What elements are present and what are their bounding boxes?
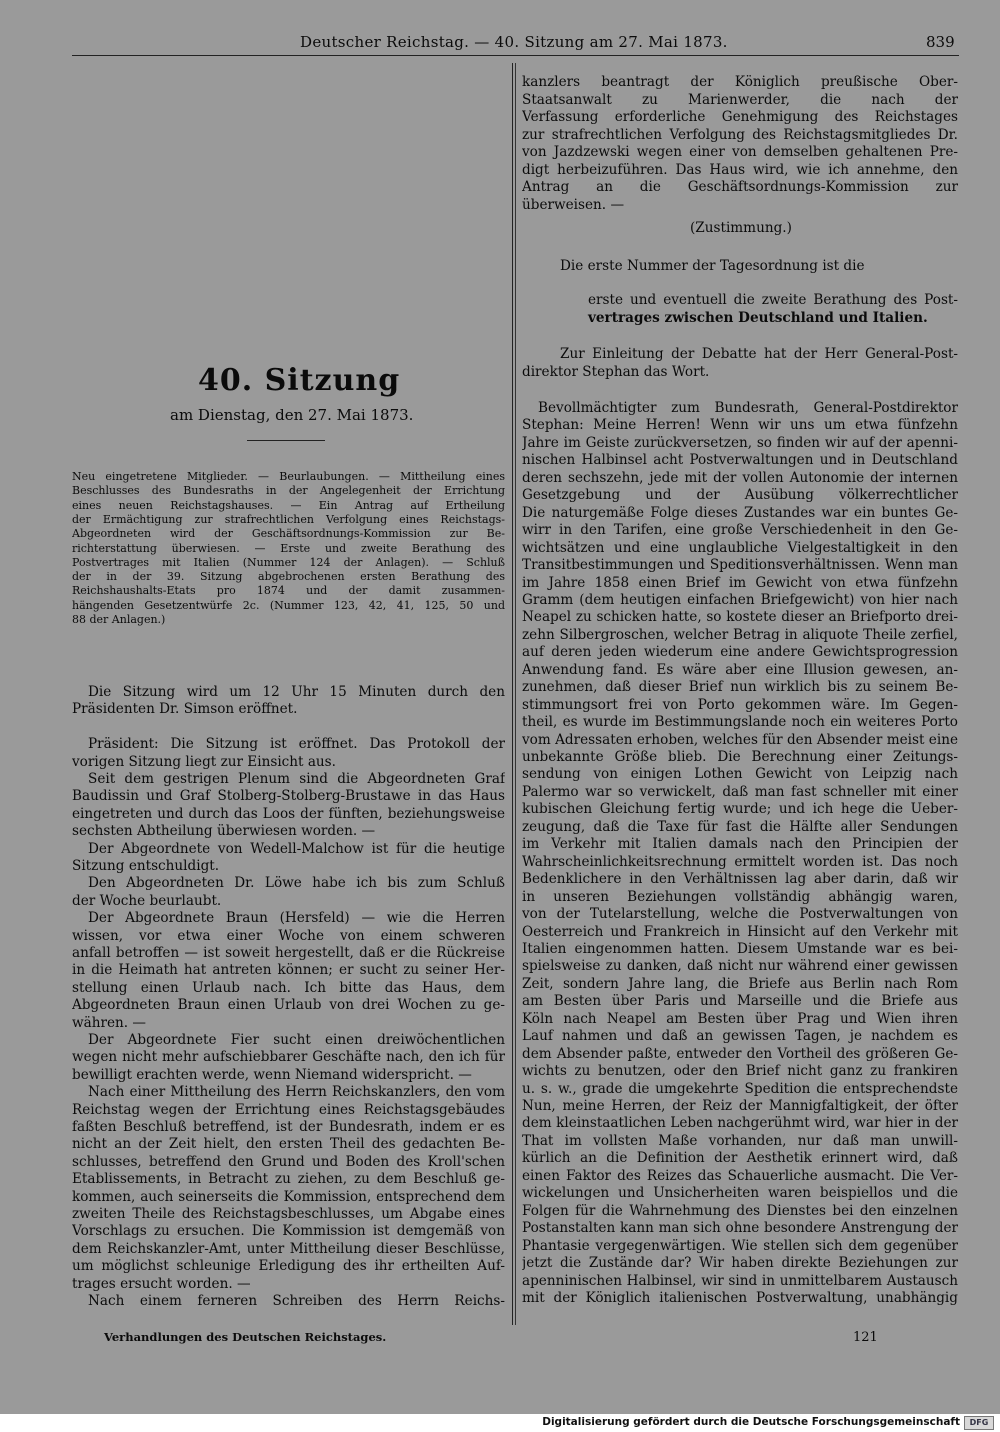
body-line: wissen, vor etwa einer Woche von einem schweren [72, 927, 505, 944]
speech-line: von der Tutelarstellung, welche die Postverwaltungen von [522, 906, 958, 923]
speech-line: Stephan: Meine Herren! Wenn wir uns um etwa fünfzehn [522, 417, 958, 434]
right-top-line: Antrag an die Geschäftsordnungs-Kommission zur [522, 179, 958, 195]
speech-line: Zeit, sondern Jahre lang, die Briefe aus Berlin nach Rom [522, 975, 958, 992]
speech-line: theil, es wurde im Bestimmungslande noch ein weiteres Porto [522, 714, 958, 731]
session-date: am Dienstag, den 27. Mai 1873. [170, 406, 414, 424]
approval-note: (Zustimmung.) [690, 220, 792, 236]
running-header: Deutscher Reichstag. — 40. Sitzung am 27. Mai 1873. [300, 33, 728, 51]
body-line: anfall betroffen — ist soweit hergestellt, daß er die Rückreise [72, 945, 505, 961]
summary-line: Postvertrages mit Italien (Nummer 124 der Anlagen). — Schluß [72, 555, 505, 569]
body-line: Präsident: Die Sitzung ist eröffnet. Das Protokoll der [88, 736, 505, 753]
intro-line: direktor Stephan das Wort. [522, 363, 710, 380]
speech-line: im Jahre 1858 einen Brief im Gewicht von etwa fünfzehn [522, 574, 958, 591]
body-line: währen. — [72, 1014, 147, 1031]
speech-line: wickelungen und Unsicherheiten waren beispiellos und die [522, 1185, 958, 1202]
body-line: Sitzung entschuldigt. [72, 858, 220, 874]
summary-line: hängenden Gesetzentwürfe 2c. (Nummer 123, 42, 41, 125, 50 und [72, 598, 505, 612]
body-line: Seit dem gestrigen Plenum sind die Abgeordneten Graf [88, 771, 505, 787]
dfg-credit: Digitalisierung gefördert durch die Deutsche Forschungsgemeinschaft [542, 1416, 960, 1428]
body-line: Der Abgeordnete von Wedell-Malchow ist für die heutige [88, 840, 505, 857]
speech-line: kubischen Gleichung fertig wurde; und ich hege die Ueber- [522, 801, 958, 818]
summary-line: Abgeordneten wird der Geschäftsordnungs-Kommission zur Be- [72, 527, 505, 541]
speech-line: Jahre im Geiste zurückversetzen, so finden wir auf der apenni- [522, 434, 958, 451]
speech-line: Wahrscheinlichkeitsrechnung ermittelt worden ist. Das noch [522, 853, 958, 870]
speech-line: Die naturgemäße Folge dieses Zustandes war ein buntes Ge- [522, 504, 958, 521]
right-top-line: von Jazdzewski wegen einer von demselben gehaltenen Pre- [522, 144, 958, 160]
speech-line: am Besten über Paris und Marseille und die Briefe aus [522, 993, 958, 1010]
column-divider-second [515, 63, 516, 1325]
body-line: zweiten Theile des Reichstagsbeschlusses, um Abgabe eines [72, 1206, 505, 1222]
session-title: 40. Sitzung [198, 363, 401, 398]
body-line: in die Heimath hat antreten können; er sucht zu seiner Her- [72, 962, 505, 979]
summary-line: der in der 39. Sitzung abgebrochenen ersten Berathung des [72, 570, 505, 584]
speech-line: vom Adressaten erhoben, welches für den Absender meist eine [522, 731, 958, 748]
summary-line: 88 der Anlagen.) [72, 613, 166, 626]
speech-line: u. s. w., grade die umgekehrte Spedition die entsprechendste [522, 1080, 958, 1097]
body-line: trages ersucht worden. — [72, 1275, 251, 1292]
header-rule [72, 55, 959, 56]
speech-line: zeugung, daß die Taxe für fast die Hälfte aller Sendungen [522, 818, 958, 835]
body-line: eingetreten und durch das Loos der fünften, beziehungsweise [72, 805, 505, 822]
speech-line: wirr in den Tarifen, eine große Verschiedenheit in den Ge- [522, 522, 958, 539]
speech-line: Postanstalten kann man sich ohne besondere Anstrengung der [522, 1220, 958, 1237]
speech-line: spielsweise zu danken, daß nicht nur während einer gewissen [522, 958, 958, 975]
summary-line: richterstattung überwiesen. — Erste und zweite Berathung des [72, 541, 505, 555]
agenda-line: vertrages zwischen Deutschland und Italien. [588, 310, 928, 326]
speech-line: stimmungsort frei von Porto gekommen wäre. Im Gegen- [522, 696, 958, 713]
body-line: Abgeordneten Braun einen Urlaub von drei Wochen zu ge- [72, 997, 505, 1014]
right-top-line: überweisen. — [522, 196, 625, 213]
body-line: Vorschlags zu ersuchen. Die Kommission ist demgemäß von [72, 1223, 505, 1240]
speech-line: Transitbestimmungen und Speditionsverhältnissen. Wenn man [522, 557, 958, 574]
right-top-line: digt herbeizuführen. Das Haus wird, wie ich annehme, den [522, 161, 958, 178]
speech-line: Gesetzgebung und der Ausübung völkerrechtlicher [522, 487, 958, 504]
body-line: bewilligt erachten werde, wenn Niemand widerspricht. — [72, 1066, 472, 1083]
speech-line: zunehmen, daß dieser Brief nun wirklich bis zu seinem Be- [522, 679, 958, 696]
body-line: Präsidenten Dr. Simson eröffnet. [72, 701, 298, 718]
summary-line: Neu eingetretene Mitglieder. — Beurlaubungen. — Mittheilung eines [72, 470, 505, 483]
speech-line: Palermo war so verwickelt, daß man fast schneller mit einer [522, 783, 958, 800]
speech-line: Bevollmächtigter zum Bundesrath, General-Postdirektor [538, 400, 958, 416]
body-line: nicht an der Zeit hielt, den ersten Theil des gedachten Be- [72, 1136, 505, 1153]
speech-line: Neapel zu schicken hatte, so kostete dieser an Briefporto drei- [522, 609, 958, 626]
intro-line: Zur Einleitung der Debatte hat der Herr General-Post- [560, 346, 958, 362]
speech-line: Phantasie vergegenwärtigen. Wie stellen sich dem gegenüber [522, 1237, 958, 1254]
speech-line: in unseren Beziehungen vollständig abhängig waren, [522, 888, 958, 905]
agenda-line: erste und eventuell die zweite Berathung des Post- [588, 292, 958, 308]
summary-line: eines neuen Reichstagshauses. — Ein Antrag auf Ertheilung [72, 498, 505, 512]
body-line: dem Reichskanzler-Amt, unter Mittheilung dieser Beschlüsse, [72, 1240, 505, 1257]
speech-line: deren sechszehn, jede mit der vollen Autonomie der internen [522, 469, 958, 486]
body-line: vorigen Sitzung liegt zur Einsicht aus. [72, 753, 336, 770]
body-line: Baudissin und Graf Stolberg-Stolberg-Brustawe in das Haus [72, 788, 505, 805]
speech-line: Bedenklichere in den Verhältnissen lag aber darin, daß wir [522, 871, 958, 888]
body-line: Den Abgeordneten Dr. Löwe habe ich bis zum Schluß [88, 875, 505, 892]
speech-line: im Verkehr mit Italien damals nach den Principien der [522, 836, 958, 853]
right-top-line: zur strafrechtlichen Verfolgung des Reichstagsmitgliedes Dr. [522, 126, 958, 143]
agenda-intro: Die erste Nummer der Tagesordnung ist die [560, 258, 865, 274]
speech-line: Köln nach Neapel am Besten über Prag und Wien ihren [522, 1010, 958, 1027]
body-line: wegen nicht mehr aufschiebbarer Geschäfte nach, den ich für [72, 1049, 505, 1066]
speech-line: kürlich an die Definition der Aesthetik erinnert wird, daß [522, 1150, 958, 1167]
speech-line: apenninischen Halbinsel, wir sind in unmittelbarem Austausch [522, 1272, 958, 1289]
body-line: stellung einen Urlaub nach. Ich bitte das Haus, dem [72, 979, 505, 996]
speech-line: sendung von einigen Lothen Gewicht von Leipzig nach [522, 766, 958, 783]
column-divider [512, 63, 513, 1325]
speech-line: dem kleinstaatlichen Leben nachgerühmt wird, war hier in der [522, 1115, 958, 1132]
body-line: Der Abgeordnete Fier sucht einen dreiwöchentlichen [88, 1032, 505, 1048]
speech-line: Italien eingenommen hatten. Diesem Umstande war es bei- [522, 940, 958, 957]
right-top-line: kanzlers beantragt der Königlich preußische Ober- [522, 74, 958, 90]
speech-line: zehn Silbergroschen, welcher Betrag in aliquote Theile zerfiel, [522, 626, 958, 643]
body-line: schlusses, betreffend den Grund und Boden des Kroll'schen [72, 1153, 505, 1170]
footer-publication: Verhandlungen des Deutschen Reichstages. [104, 1330, 387, 1344]
body-line: sechsten Abtheilung überwiesen worden. — [72, 823, 376, 840]
speech-line: mit der Königlich italienischen Postverwaltung, unabhängig [522, 1289, 958, 1306]
speech-line: Gramm (dem heutigen einfachen Briefgewicht) von hier nach [522, 591, 958, 608]
speech-line: nischen Halbinsel acht Postverwaltungen und in Deutschland [522, 452, 958, 469]
summary-line: Beschlusses des Bundesraths in der Angelegenheit der Errichtung [72, 484, 505, 498]
body-line: Nach einem ferneren Schreiben des Herrn Reichs- [88, 1293, 505, 1309]
page-number: 839 [926, 33, 955, 51]
speech-line: einen Faktor des Reizes das Schauerliche ausmacht. Die Ver- [522, 1167, 958, 1184]
speech-line: dem Absender paßte, entweder den Vortheil des größeren Ge- [522, 1045, 958, 1062]
dfg-logo: DFG [964, 1416, 994, 1430]
body-line: Etablissements, in Betracht zu ziehen, zu dem Beschluß ge- [72, 1171, 505, 1188]
speech-line: Oesterreich und Frankreich in Hinsicht auf den Verkehr mit [522, 923, 958, 940]
body-line: Nach einer Mittheilung des Herrn Reichskanzlers, den vom [88, 1084, 505, 1101]
right-top-line: Verfassung erforderliche Genehmigung des Reichstages [522, 109, 958, 125]
body-line: Reichstag wegen der Errichtung eines Reichstagsgebäudes [72, 1101, 505, 1118]
summary-line: Reichshaushalts-Etats pro 1874 und der damit zusammen- [72, 584, 505, 598]
right-top-line: Staatsanwalt zu Marienwerder, die nach der [522, 91, 958, 108]
footer-number: 121 [853, 1330, 878, 1345]
speech-line: jetzt die Zustände dar? Wir haben direkte Beziehungen zur [522, 1255, 958, 1272]
speech-line: That im vollsten Maße vorhanden, nur daß man unwill- [522, 1132, 958, 1149]
speech-line: Nun, meine Herren, der Reiz der Mannigfaltigkeit, der öfter [522, 1098, 958, 1114]
speech-line: wichts zu benutzen, oder den Brief nicht ganz zu frankiren [522, 1063, 958, 1080]
body-line: faßten Beschluß betreffend, ist der Bundesrath, indem er es [72, 1119, 505, 1135]
summary-line: der Ermächtigung zur strafrechtlichen Verfolgung eines Reichstags- [72, 512, 505, 526]
body-line: um möglichst schleunige Erledigung des ihr ertheilten Auf- [72, 1258, 505, 1275]
speech-line: wichtsätzen und eine unglaubliche Vielgestaltigkeit in den [522, 539, 958, 556]
speech-line: auf deren jeden wiederum eine andere Gewichtsprogression [522, 644, 958, 661]
speech-line: unbekannte Größe blieb. Die Berechnung einer Zeitungs- [522, 749, 958, 765]
speech-line: Folgen für die Wahrnehmung des Dienstes bei den einzelnen [522, 1202, 958, 1219]
speech-line: Lauf nahmen und daß an gewissen Tagen, je nachdem es [522, 1028, 958, 1045]
speech-line: Anwendung fand. Es wäre aber eine Illusion gewesen, an- [522, 661, 958, 678]
title-rule [247, 440, 325, 441]
body-line: kommen, auch seinerseits die Kommission, entsprechend dem [72, 1188, 505, 1205]
body-line: Die Sitzung wird um 12 Uhr 15 Minuten durch den [88, 684, 505, 700]
body-line: der Woche beurlaubt. [72, 892, 222, 909]
body-line: Der Abgeordnete Braun (Hersfeld) — wie die Herren [88, 910, 505, 927]
